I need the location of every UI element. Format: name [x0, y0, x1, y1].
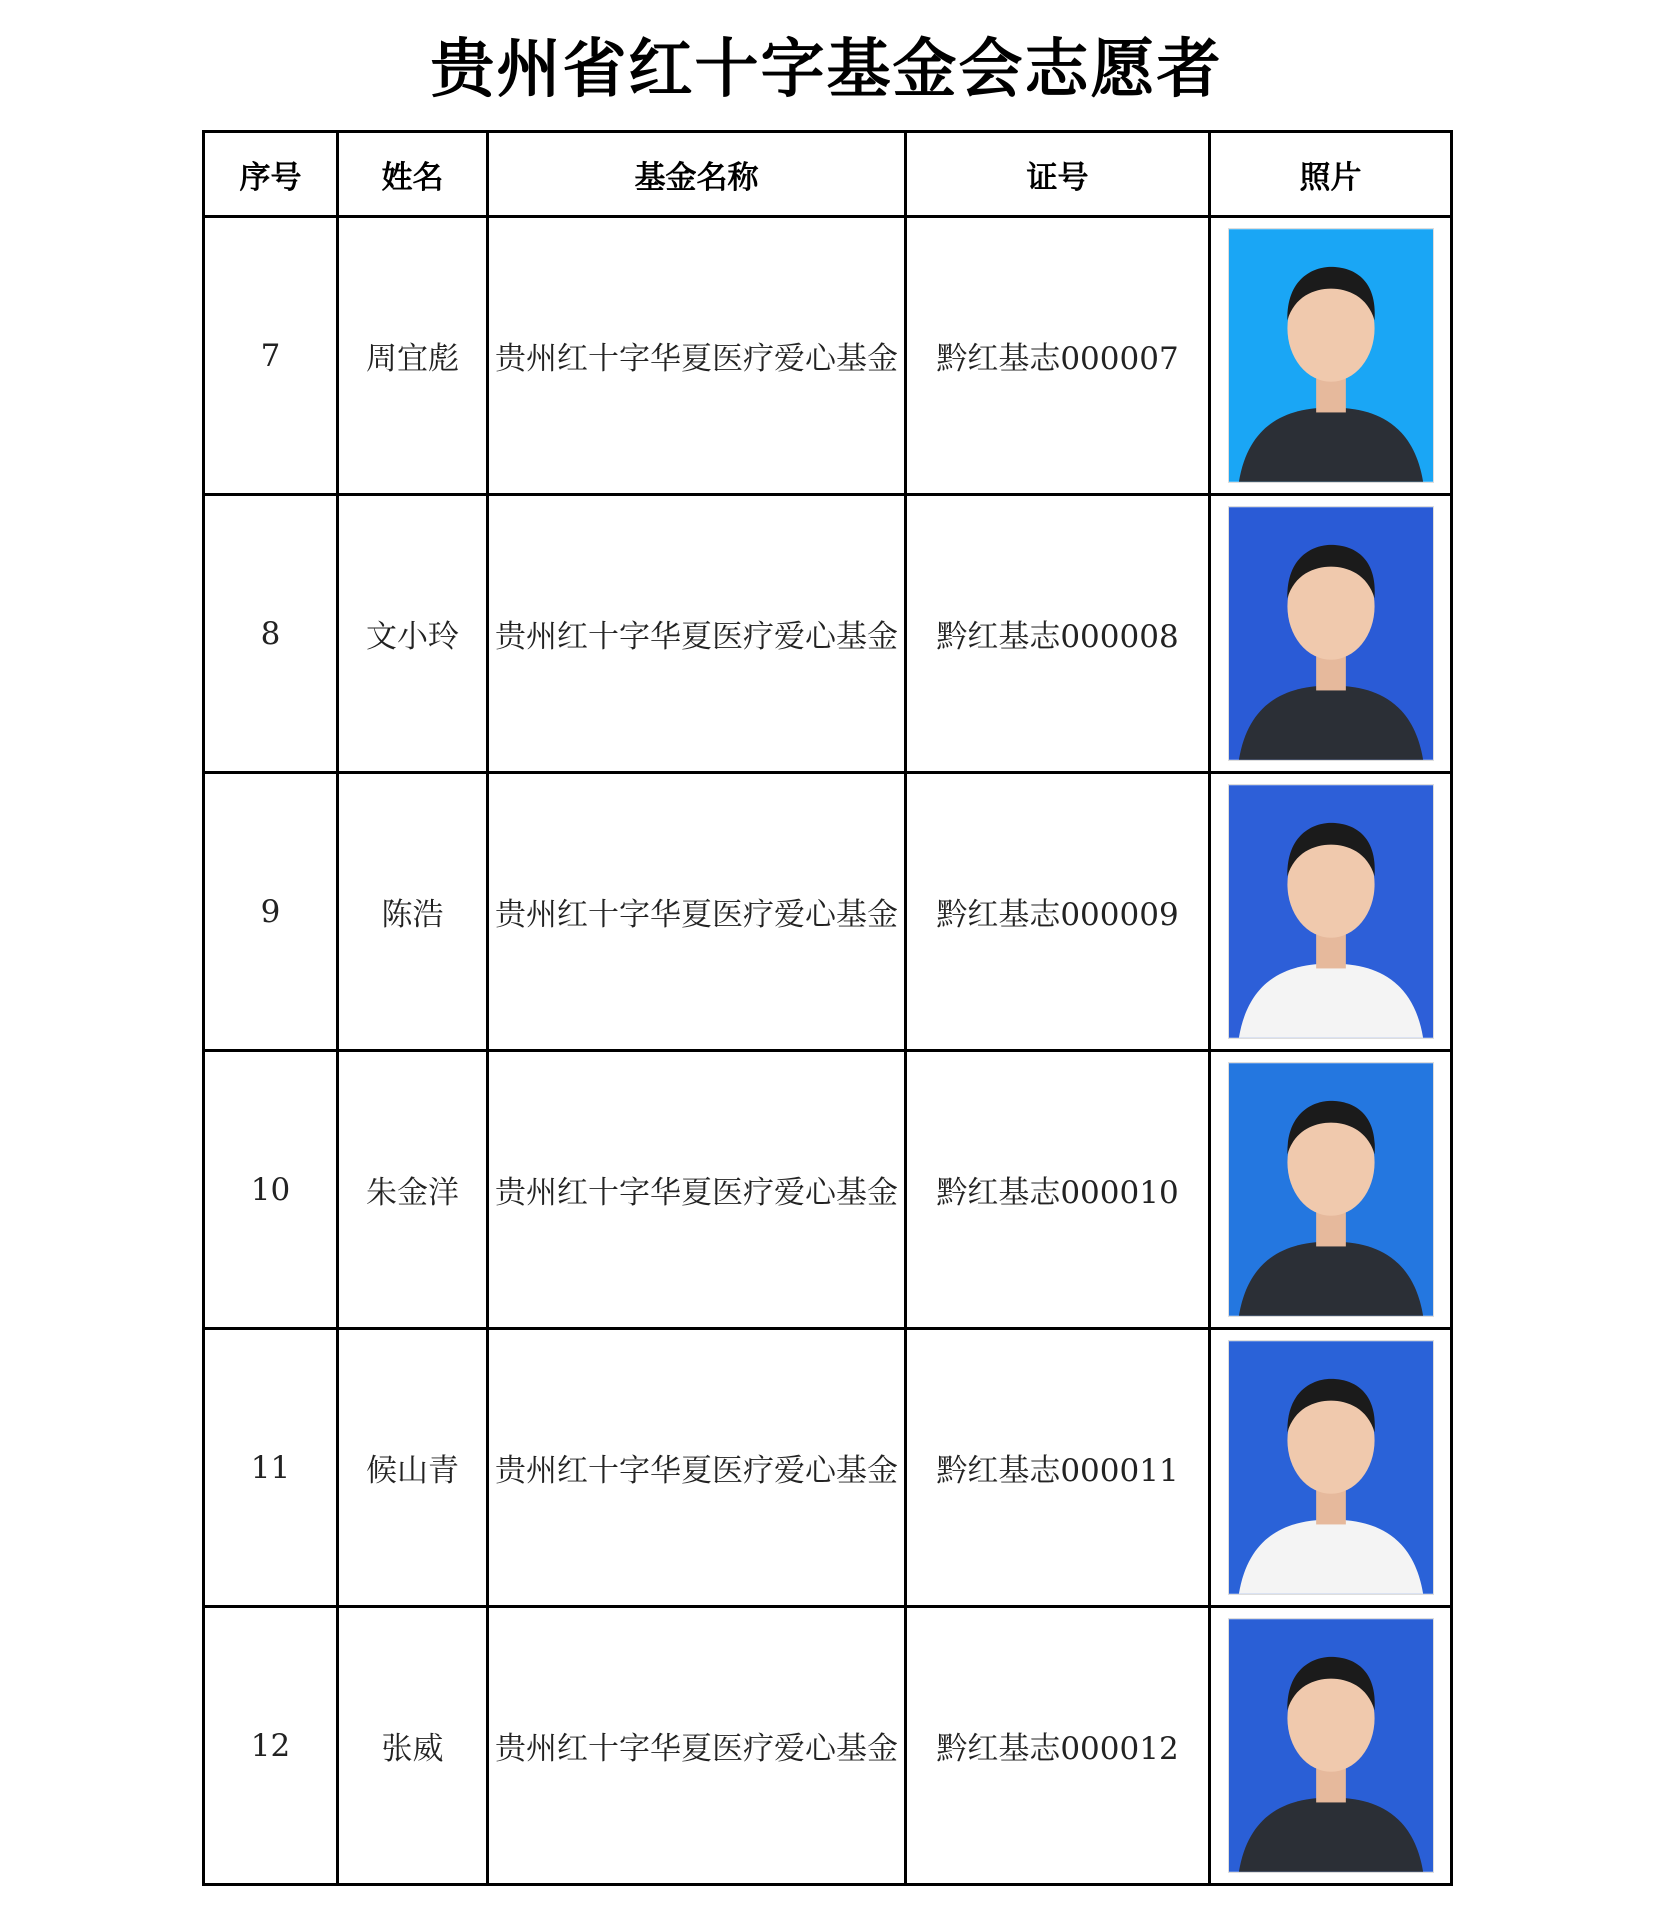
row-name: 张威	[338, 1607, 488, 1885]
portrait-photo	[1228, 1062, 1434, 1317]
table-row	[204, 773, 1452, 1051]
header-photo: 照片	[1210, 132, 1452, 217]
row-name: 文小玲	[338, 495, 488, 773]
table-row	[204, 495, 1452, 773]
portrait-photo	[1228, 784, 1434, 1039]
row-name: 朱金洋	[338, 1051, 488, 1329]
row-photo	[1210, 1051, 1452, 1329]
portrait-photo	[1228, 1618, 1434, 1873]
row-index: 10	[204, 1051, 338, 1329]
portrait-photo	[1228, 506, 1434, 761]
table-header-row	[204, 132, 1452, 217]
row-cert: 黔红基志000008	[906, 495, 1210, 773]
portrait-photo	[1228, 1340, 1434, 1595]
row-fund: 贵州红十字华夏医疗爱心基金	[488, 773, 906, 1051]
row-index: 9	[204, 773, 338, 1051]
row-index: 12	[204, 1607, 338, 1885]
row-cert: 黔红基志000011	[906, 1329, 1210, 1607]
header-index: 序号	[204, 132, 338, 217]
row-index: 11	[204, 1329, 338, 1607]
header-cert: 证号	[906, 132, 1210, 217]
table-row	[204, 1607, 1452, 1885]
row-photo	[1210, 1329, 1452, 1607]
row-name: 周宜彪	[338, 217, 488, 495]
row-name: 候山青	[338, 1329, 488, 1607]
portrait-photo	[1228, 228, 1434, 483]
row-name: 陈浩	[338, 773, 488, 1051]
row-cert: 黔红基志000012	[906, 1607, 1210, 1885]
row-fund: 贵州红十字华夏医疗爱心基金	[488, 217, 906, 495]
row-fund: 贵州红十字华夏医疗爱心基金	[488, 1051, 906, 1329]
row-fund: 贵州红十字华夏医疗爱心基金	[488, 495, 906, 773]
volunteer-table	[202, 130, 1453, 1886]
page-title: 贵州省红十字基金会志愿者	[430, 32, 1223, 107]
row-photo	[1210, 1607, 1452, 1885]
table-body	[204, 217, 1452, 1885]
row-cert: 黔红基志000009	[906, 773, 1210, 1051]
table-row	[204, 1051, 1452, 1329]
row-photo	[1210, 217, 1452, 495]
row-index: 8	[204, 495, 338, 773]
table-row	[204, 217, 1452, 495]
table-row	[204, 1329, 1452, 1607]
row-fund: 贵州红十字华夏医疗爱心基金	[488, 1329, 906, 1607]
row-index: 7	[204, 217, 338, 495]
header-name: 姓名	[338, 132, 488, 217]
row-photo	[1210, 773, 1452, 1051]
row-cert: 黔红基志000007	[906, 217, 1210, 495]
row-fund: 贵州红十字华夏医疗爱心基金	[488, 1607, 906, 1885]
row-cert: 黔红基志000010	[906, 1051, 1210, 1329]
header-fund: 基金名称	[488, 132, 906, 217]
row-photo	[1210, 495, 1452, 773]
